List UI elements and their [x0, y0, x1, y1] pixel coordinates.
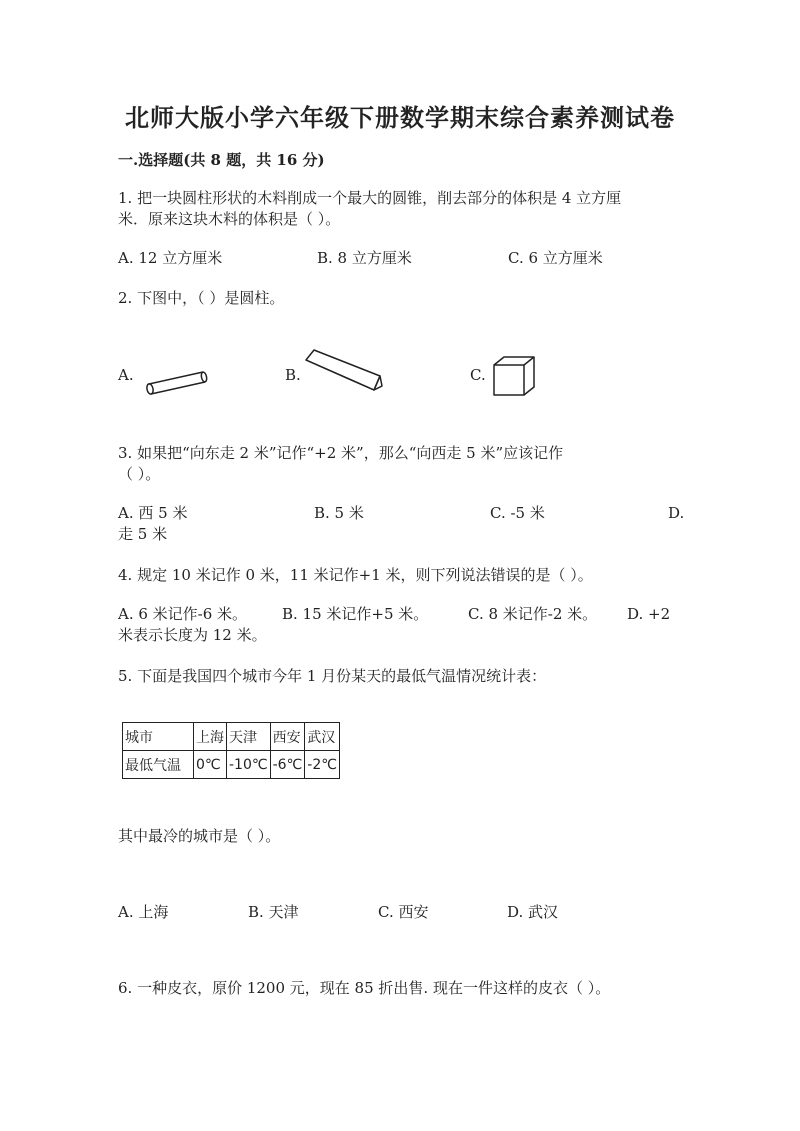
table-cell: 城市 — [123, 723, 194, 751]
q3-stem-line2: （ ）。 — [118, 465, 161, 483]
q1-option-b[interactable]: B. 8 立方厘米 — [317, 249, 412, 267]
q4-option-c[interactable]: C. 8 米记作-2 米。 — [468, 605, 598, 623]
q3-stem-line1: 3. 如果把“向东走 2 米”记作“+2 米”，那么“向西走 5 米”应该记作 — [118, 444, 564, 462]
table-header-row — [123, 723, 340, 751]
table-cell: -2℃ — [305, 751, 340, 779]
q5-option-b[interactable]: B. 天津 — [248, 903, 299, 921]
temperature-table — [122, 722, 340, 779]
q5-stem: 5. 下面是我国四个城市今年 1 月份某天的最低气温情况统计表： — [118, 667, 547, 685]
q5-option-c[interactable]: C. 西安 — [378, 903, 429, 921]
q1-option-c[interactable]: C. 6 立方厘米 — [508, 249, 603, 267]
table-cell: 最低气温 — [123, 751, 194, 779]
q5-question: 其中最冷的城市是（ ）。 — [118, 827, 281, 845]
table-cell: 上海 — [194, 723, 227, 751]
q3-option-d-continued: 走 5 米 — [118, 525, 168, 543]
q4-option-d-continued: 米表示长度为 12 米。 — [118, 626, 267, 644]
q2-stem: 2. 下图中，（ ）是圆柱。 — [118, 289, 285, 307]
cylinder-rod-figure — [140, 368, 215, 403]
table-cell: -10℃ — [227, 751, 271, 779]
table-cell: 天津 — [227, 723, 271, 751]
q4-stem: 4. 规定 10 米记作 0 米，11 米记作+1 米，则下列说法错误的是（ ）。 — [118, 566, 593, 584]
table-cell: 西安 — [270, 723, 305, 751]
table-row — [123, 751, 340, 779]
q2-option-c[interactable]: C. — [470, 366, 486, 384]
q1-stem-line1: 1. 把一块圆柱形状的木料削成一个最大的圆锥，削去部分的体积是 4 立方厘 — [118, 189, 622, 207]
q4-option-d[interactable]: D. +2 — [627, 605, 671, 623]
table-cell: 0℃ — [194, 751, 227, 779]
table-cell: -6℃ — [270, 751, 305, 779]
q3-option-a[interactable]: A. 西 5 米 — [118, 504, 188, 522]
q6-stem: 6. 一种皮衣，原价 1200 元，现在 85 折出售. 现在一件这样的皮衣（ ）。 — [118, 979, 611, 997]
page-title: 北师大版小学六年级下册数学期末综合素养测试卷 — [125, 103, 675, 132]
q4-option-a[interactable]: A. 6 米记作-6 米。 — [118, 605, 248, 623]
q2-option-a[interactable]: A. — [118, 366, 134, 384]
triangular-prism-figure — [304, 348, 384, 398]
q4-option-b[interactable]: B. 15 米记作+5 米。 — [282, 605, 429, 623]
q3-option-c[interactable]: C. -5 米 — [490, 504, 545, 522]
q1-stem-line2: 米．原来这块木料的体积是（ ）。 — [118, 210, 341, 228]
table-cell: 武汉 — [305, 723, 340, 751]
q3-option-b[interactable]: B. 5 米 — [314, 504, 364, 522]
cube-figure — [492, 355, 537, 400]
q5-option-a[interactable]: A. 上海 — [118, 903, 169, 921]
q5-option-d[interactable]: D. 武汉 — [507, 903, 559, 921]
q1-option-a[interactable]: A. 12 立方厘米 — [118, 249, 223, 267]
q2-option-b[interactable]: B. — [285, 366, 301, 384]
section-heading: 一.选择题(共 8 题，共 16 分) — [118, 151, 325, 169]
q3-option-d[interactable]: D. — [668, 504, 685, 522]
